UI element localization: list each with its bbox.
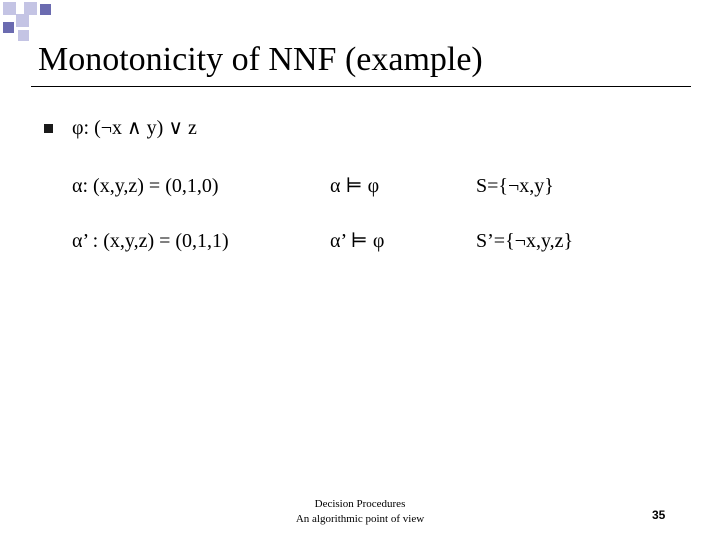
title-divider xyxy=(31,86,691,87)
assignment-1-satisfies: α ⊨ φ xyxy=(330,175,380,197)
page-number: 35 xyxy=(652,508,666,522)
footer-line-1: Decision Procedures xyxy=(314,498,406,510)
assignment-1-set: S={¬x,y} xyxy=(476,175,554,197)
decorative-squares xyxy=(0,0,80,45)
assignment-2-satisfies: α’ ⊨ φ xyxy=(330,230,385,252)
bullet-square-icon xyxy=(44,124,53,133)
formula-line: φ: (¬x ∧ y) ∨ z xyxy=(72,117,197,139)
assignment-1: α: (x,y,z) = (0,1,0) xyxy=(72,175,219,197)
footer-caption xyxy=(260,497,460,527)
slide-title: Monotonicity of NNF (example) xyxy=(38,41,483,78)
assignment-2: α’ : (x,y,z) = (0,1,1) xyxy=(72,230,229,252)
assignment-2-set: S’={¬x,y,z} xyxy=(476,230,574,252)
footer-line-2: An algorithmic point of view xyxy=(295,513,425,525)
